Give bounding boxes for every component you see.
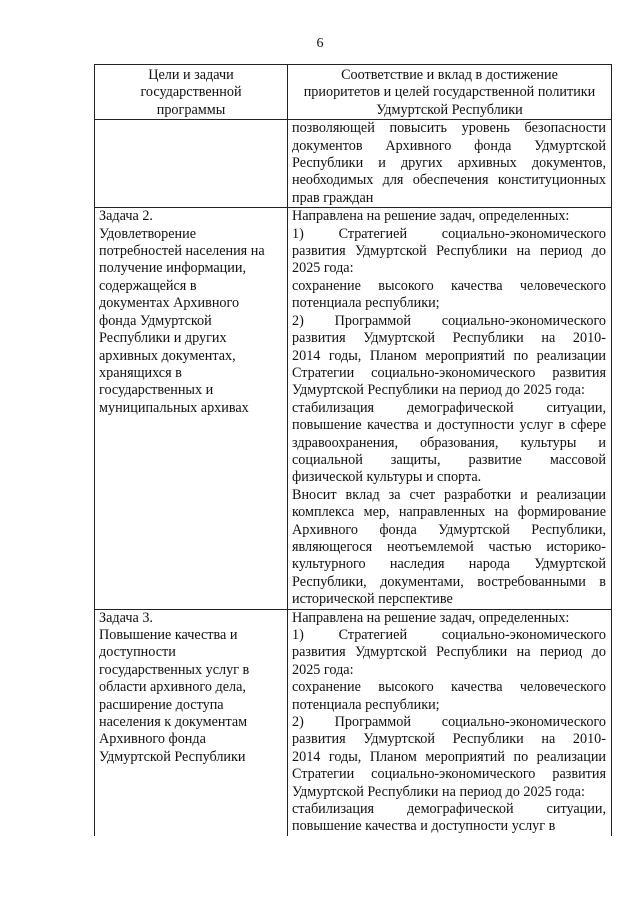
desc-line: развития Удмуртской Республики на 2010- <box>292 731 606 748</box>
desc-line: 2) Программой социально-экономического <box>292 312 606 329</box>
desc-line: Стратегии социально-экономического развития <box>292 364 606 381</box>
desc-line: сохранение высокого качества человеческого <box>292 679 606 696</box>
goal-line: фонда Удмуртской <box>99 312 212 329</box>
goal-line: государственных услуг в <box>99 661 250 678</box>
goal-line: населения к документам <box>99 714 248 731</box>
goal-line: Удовлетворение <box>99 225 197 242</box>
desc-line: повышение качества и доступности услуг в сфере <box>292 417 606 434</box>
desc-cell-task-2 <box>288 208 612 609</box>
desc-line: потенциала республики; <box>292 295 440 312</box>
goal-line: документах Архивного <box>99 295 240 312</box>
header-goals-line: программы <box>156 101 226 118</box>
desc-line: 2) Программой социально-экономического <box>292 714 606 731</box>
desc-line: Архивного фонда Удмуртской Республики, <box>292 521 606 538</box>
goal-line: Республики и других <box>99 330 227 347</box>
desc-line: стабилизация демографической ситуации, <box>292 399 606 416</box>
desc-line: стабилизация демографической ситуации, <box>292 801 606 818</box>
desc-line: культурного наследия народа Удмуртской <box>292 556 606 573</box>
desc-line: Направлена на решение задач, определенных: <box>292 609 570 626</box>
desc-line: физической культуры и спорта. <box>292 469 482 486</box>
header-goals-line: государственной <box>140 84 242 101</box>
header-goals-line: Цели и задачи <box>148 67 234 83</box>
goal-line: Задача 2. <box>99 208 153 225</box>
desc-line: Стратегии социально-экономического развития <box>292 766 606 783</box>
desc-line: Республики, документами, востребованными в <box>292 573 606 590</box>
desc-line: потенциала республики; <box>292 696 440 713</box>
desc-line: являющегося неотъемлемой частью историко- <box>292 538 606 555</box>
desc-line: развития Удмуртской Республики на период до <box>292 644 606 661</box>
goal-line: Повышение качества и <box>99 627 238 643</box>
desc-line: документов Архивного фонда Удмуртской <box>292 137 606 154</box>
table-row-task-2 <box>95 208 612 609</box>
desc-cell-continuation <box>288 120 612 208</box>
desc-line: 2025 года: <box>292 661 354 678</box>
goal-line: Удмуртской Республики <box>99 748 246 765</box>
goal-cell-task-3 <box>95 609 288 836</box>
goal-line: потребностей населения на <box>99 243 265 260</box>
desc-line: развития Удмуртской Республики на период до <box>292 243 606 260</box>
desc-line: 2025 года: <box>292 260 354 277</box>
table-header-row <box>95 65 612 120</box>
desc-line: 1) Стратегией социально-экономического <box>292 225 606 242</box>
desc-line: Вносит вклад за счет разработки и реализации <box>292 486 606 503</box>
header-contribution-line: Удмуртской Республики <box>376 101 523 118</box>
desc-line: позволяющей повысить уровень безопасности <box>292 120 606 137</box>
desc-line: 2014 годы, Планом мероприятий по реализации <box>292 347 606 364</box>
desc-line: 1) Стратегией социально-экономического <box>292 627 606 643</box>
desc-line: прав граждан <box>292 189 374 206</box>
desc-line: необходимых для обеспечения конституционных <box>292 172 606 189</box>
goal-line: Задача 3. <box>99 609 153 626</box>
goal-line: получение информации, <box>99 260 246 277</box>
desc-line: повышение качества и доступности услуг в <box>292 818 556 835</box>
goal-cell-continuation <box>95 120 288 208</box>
desc-line: комплекса мер, направленных на формирование <box>292 504 606 521</box>
desc-line: исторической перспективе <box>292 591 453 608</box>
desc-line: Направлена на решение задач, определенных: <box>292 208 570 225</box>
goal-line: муниципальных архивах <box>99 399 249 416</box>
desc-line: здравоохранения, образования, культуры и <box>292 434 606 451</box>
goal-line: государственных и <box>99 382 214 399</box>
goal-line: содержащейся в <box>99 277 197 294</box>
desc-line: социальной защиты, развитие массовой <box>292 451 606 468</box>
header-contribution <box>288 65 612 120</box>
page-number: 6 <box>316 36 324 51</box>
goals-table <box>94 64 612 836</box>
desc-line: развития Удмуртской Республики на 2010- <box>292 330 606 347</box>
desc-cell-task-3 <box>288 609 612 836</box>
header-contribution-line: приоритетов и целей государственной политики <box>303 84 596 101</box>
goal-line: Архивного фонда <box>99 731 206 748</box>
goal-line: доступности <box>99 644 176 661</box>
goal-line: области архивного дела, <box>99 679 246 696</box>
desc-line: сохранение высокого качества человеческого <box>292 277 606 294</box>
desc-line: Удмуртской Республики на период до 2025 года: <box>292 382 585 399</box>
desc-line: Республики и других архивных документов, <box>292 155 606 172</box>
table-row-continuation <box>95 120 612 208</box>
table-row-task-3 <box>95 609 612 836</box>
goal-cell-task-2 <box>95 208 288 609</box>
header-goals <box>95 65 288 120</box>
header-contribution-line: Соответствие и вклад в достижение <box>341 67 558 83</box>
desc-line: 2014 годы, Планом мероприятий по реализации <box>292 748 606 765</box>
goal-line: архивных документах, <box>99 347 236 364</box>
goal-line: расширение доступа <box>99 696 224 713</box>
goal-line: хранящихся в <box>99 364 182 381</box>
desc-line: Удмуртской Республики на период до 2025 года: <box>292 783 585 800</box>
